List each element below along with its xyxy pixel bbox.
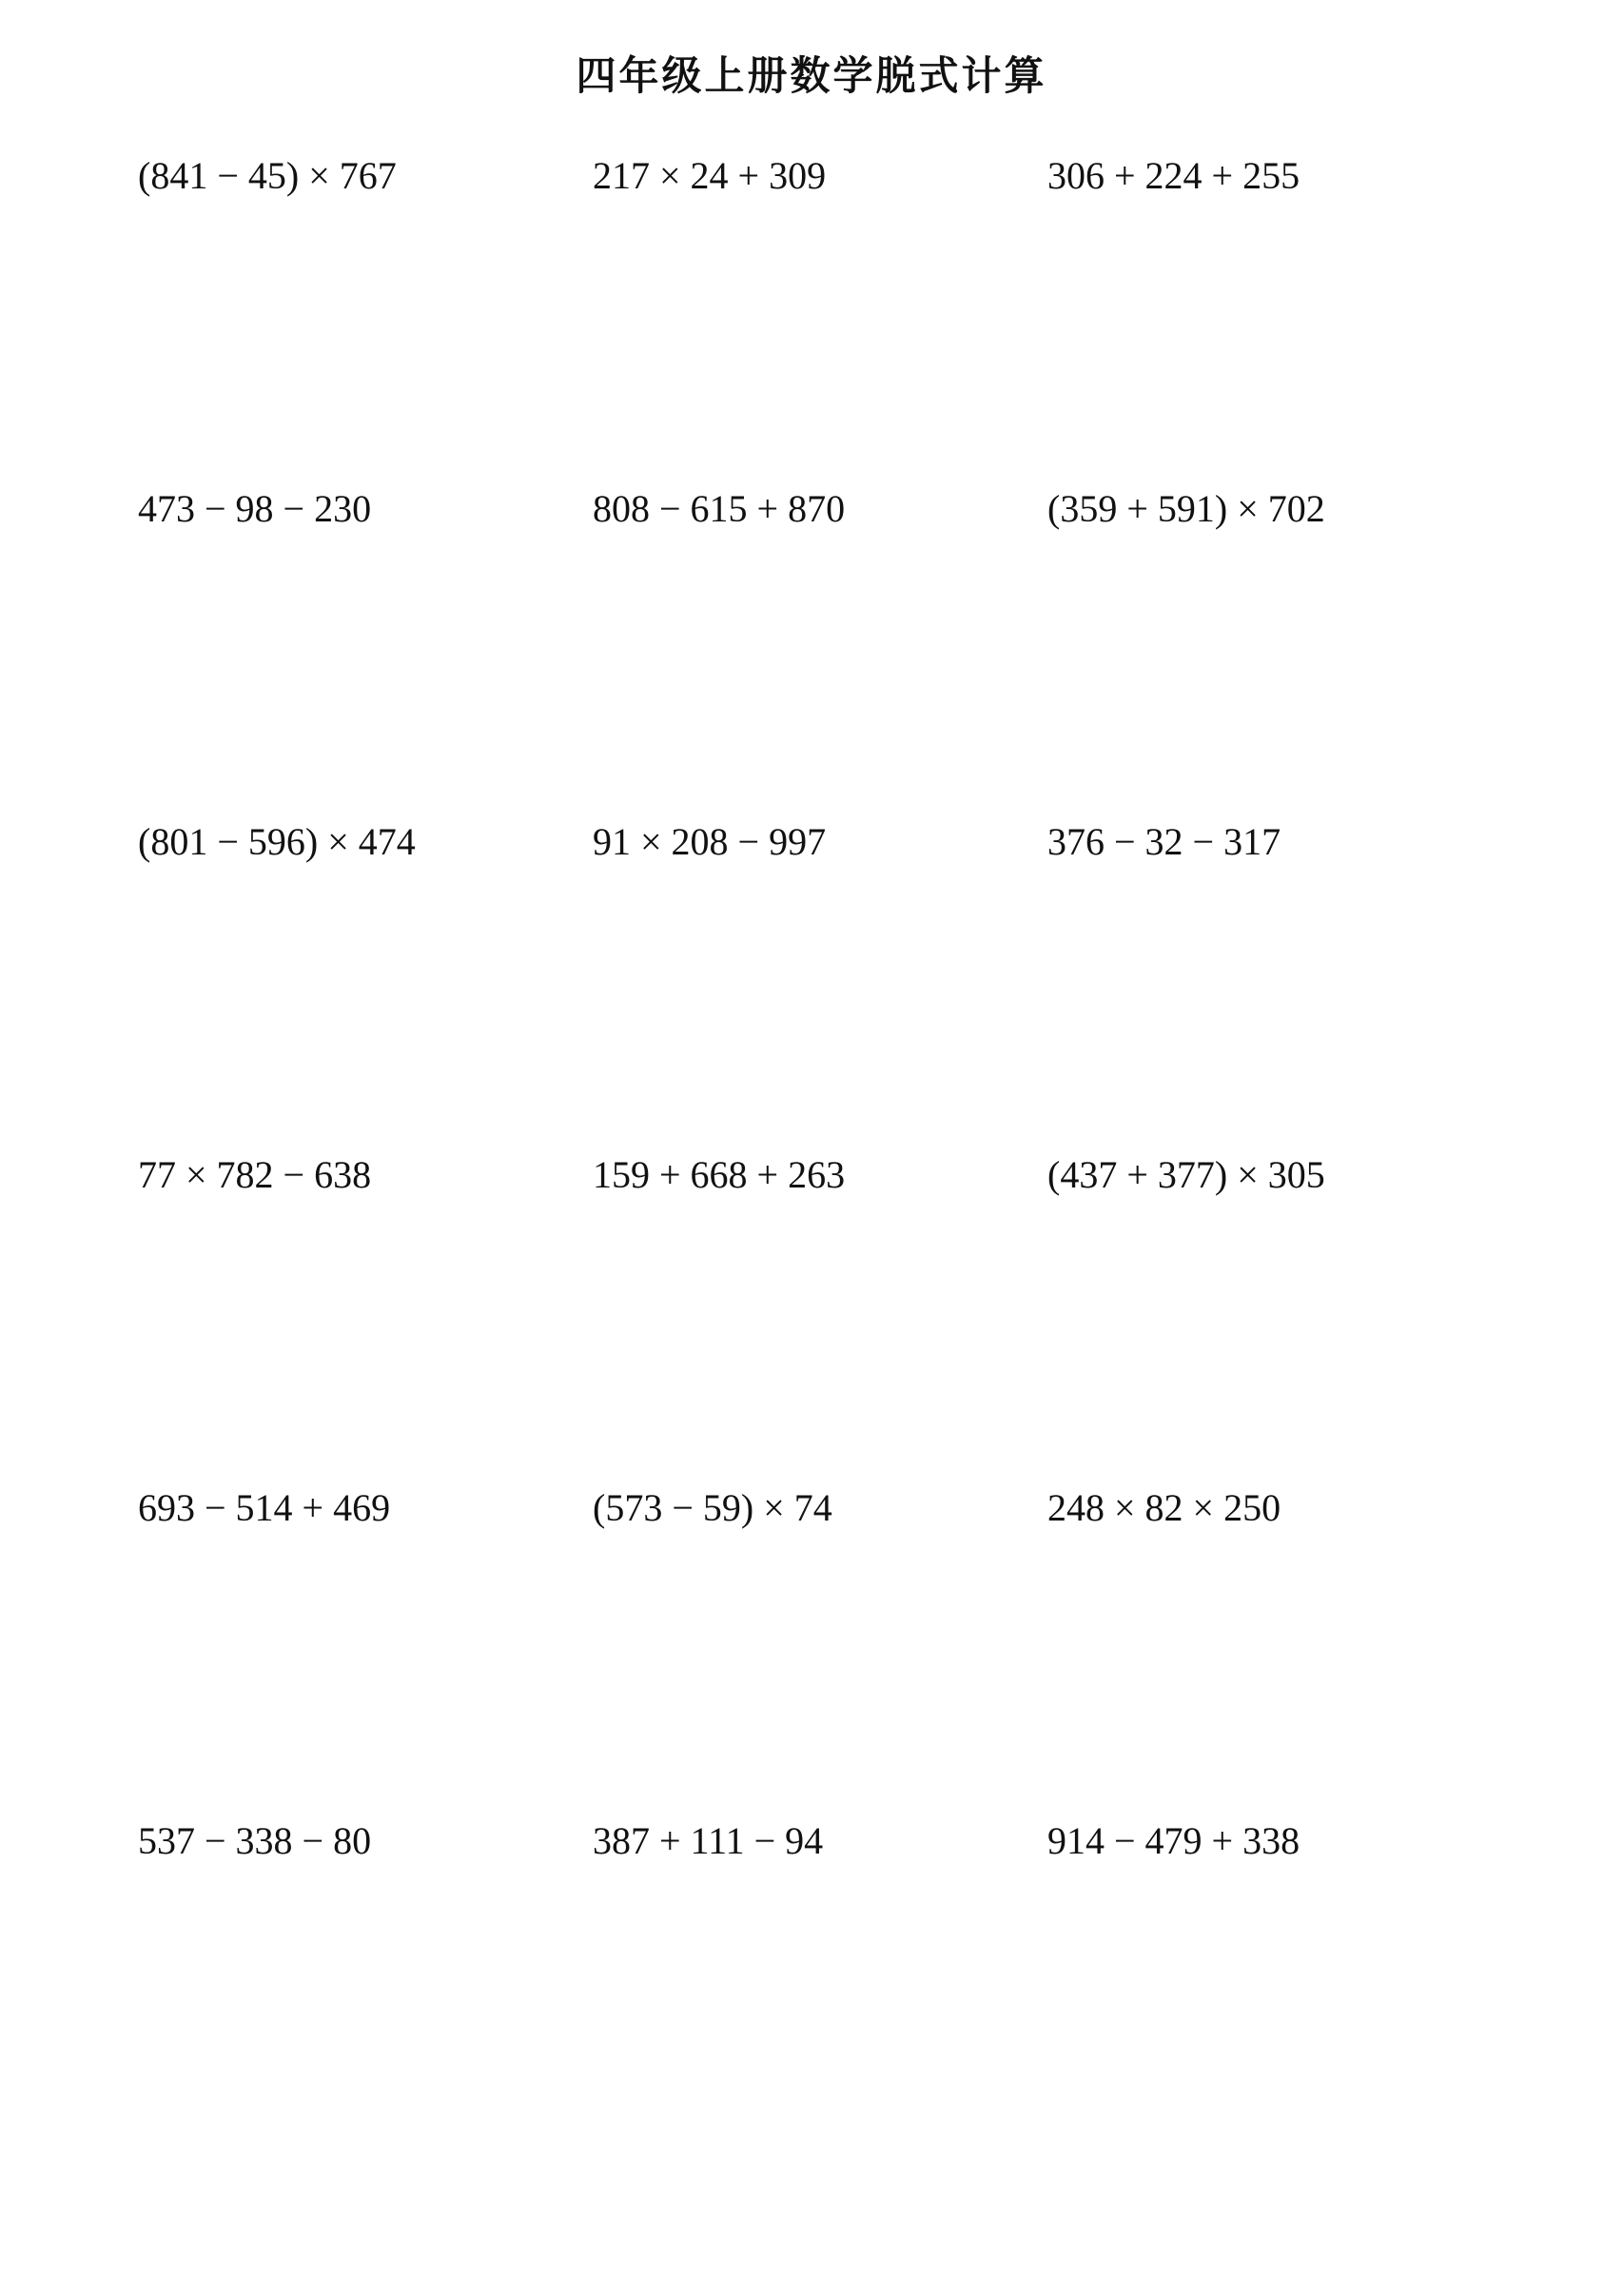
problem: (841 − 45) × 767 bbox=[138, 154, 397, 197]
problem: 376 − 32 − 317 bbox=[1047, 820, 1281, 863]
problem-row bbox=[0, 481, 1623, 538]
problem: 914 − 479 + 338 bbox=[1047, 1819, 1300, 1862]
problem-row bbox=[0, 147, 1623, 205]
problem-row bbox=[0, 814, 1623, 871]
problem-row bbox=[0, 1813, 1623, 1870]
problem: (437 + 377) × 305 bbox=[1047, 1153, 1325, 1196]
problem: 248 × 82 × 250 bbox=[1047, 1486, 1281, 1529]
problem: 159 + 668 + 263 bbox=[593, 1153, 846, 1196]
problem: 91 × 208 − 997 bbox=[593, 820, 827, 863]
worksheet-title: 四年级上册数学脱式计算 bbox=[576, 52, 1047, 99]
problem: 306 + 224 + 255 bbox=[1047, 154, 1300, 197]
problem: (801 − 596) × 474 bbox=[138, 820, 416, 863]
problem: 808 − 615 + 870 bbox=[593, 487, 846, 530]
problem: 387 + 111 − 94 bbox=[593, 1819, 824, 1862]
problem: (573 − 59) × 74 bbox=[593, 1486, 832, 1529]
problem-row bbox=[0, 1147, 1623, 1204]
problem-row bbox=[0, 1480, 1623, 1537]
problem: 537 − 338 − 80 bbox=[138, 1819, 372, 1862]
problem: 693 − 514 + 469 bbox=[138, 1486, 391, 1529]
problem: 217 × 24 + 309 bbox=[593, 154, 827, 197]
problem: (359 + 591) × 702 bbox=[1047, 487, 1325, 530]
problem: 77 × 782 − 638 bbox=[138, 1153, 372, 1196]
problem: 473 − 98 − 230 bbox=[138, 487, 372, 530]
